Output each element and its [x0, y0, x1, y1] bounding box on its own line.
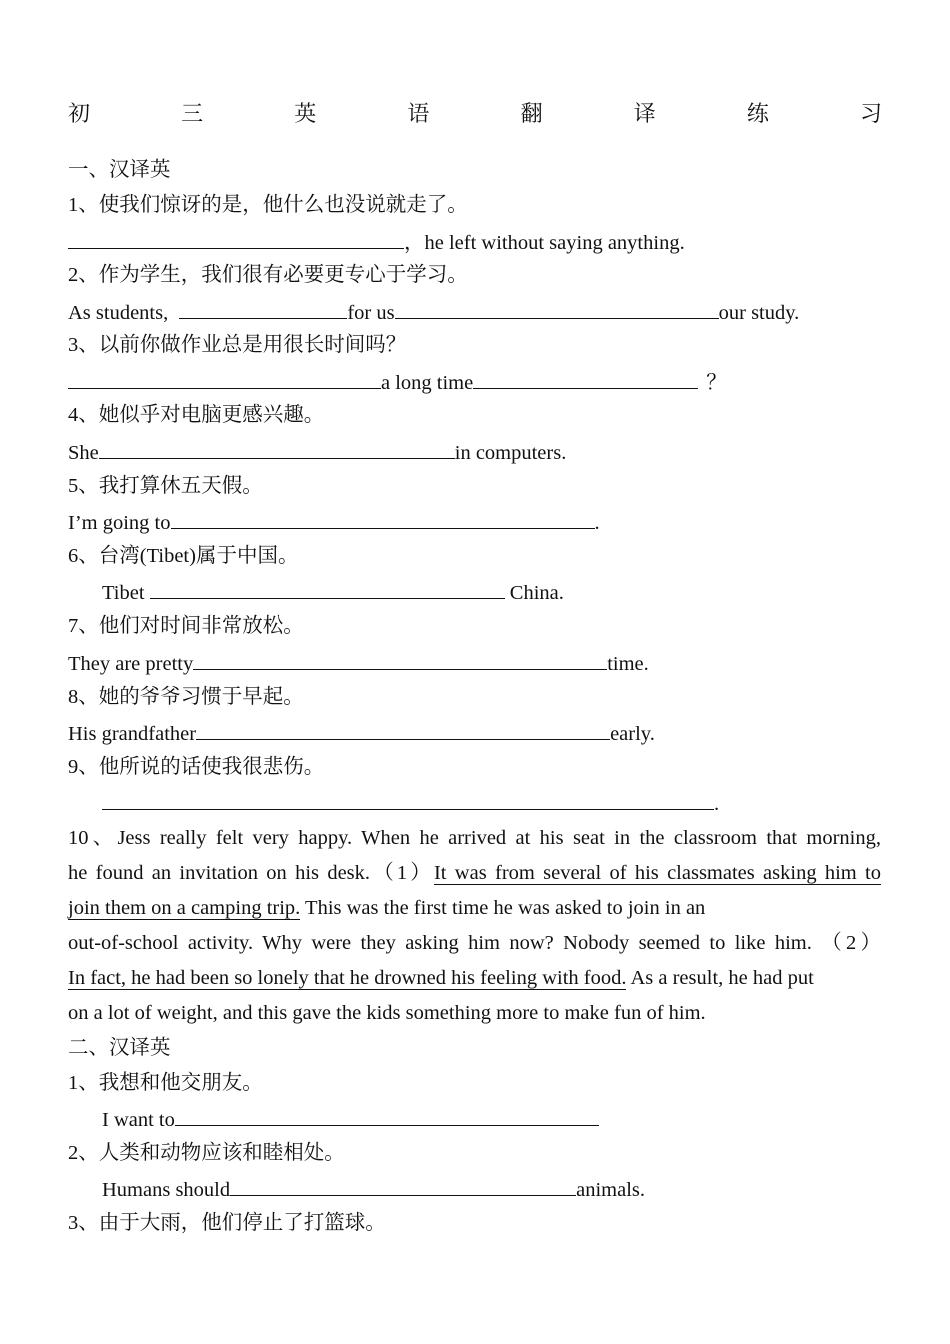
passage-line — [68, 964, 814, 992]
title-char: 习 — [859, 101, 882, 126]
q5-answer-line — [68, 507, 600, 535]
q1-answer-line — [68, 227, 685, 255]
q2-text-c: our study. — [718, 302, 800, 324]
answer-blank[interactable] — [150, 577, 505, 599]
underlined-sentence-2: In fact, he had been so lonely that he drowned his feeling with food. — [68, 967, 627, 989]
underlined-sentence-1: It was from several of his classmates asking him to — [433, 862, 882, 884]
q2-prompt: 2、作为学生，我们很有必要更专心于学习。 — [68, 264, 468, 286]
q5-text-a: I’m going to — [68, 512, 171, 534]
s2-q2-answer-line — [102, 1174, 645, 1202]
title-char: 语 — [407, 101, 430, 126]
q7-text-a: They are pretty — [68, 653, 194, 675]
q6-answer-line — [102, 577, 564, 605]
passage-line: out-of-school activity. Why were they asking him now? Nobody seemed to like him. （2） — [68, 932, 881, 954]
s2-q1-prompt: 1、我想和他交朋友。 — [68, 1072, 263, 1094]
answer-blank[interactable] — [473, 367, 698, 389]
q8-answer-line — [68, 718, 655, 746]
q6-text-a: Tibet — [102, 582, 145, 604]
q7-prompt: 7、他们对时间非常放松。 — [68, 615, 304, 637]
passage-text: This was the first time he was asked to join in an — [300, 897, 706, 919]
answer-blank[interactable] — [395, 297, 719, 319]
q3-text-b: ？ — [706, 372, 727, 394]
section2-heading: 二、汉译英 — [68, 1037, 171, 1059]
title-char: 翻 — [520, 101, 543, 126]
s2-q1-text-a: I want to — [102, 1109, 175, 1131]
title-char: 英 — [294, 101, 317, 126]
answer-blank[interactable] — [99, 437, 455, 459]
s2-q2-prompt: 2、人类和动物应该和睦相处。 — [68, 1142, 345, 1164]
s2-q1-answer-line — [102, 1104, 599, 1132]
passage-text: As a result, he had put — [626, 967, 814, 989]
q2-text-a: As students, — [68, 302, 169, 324]
q8-text-b: early. — [610, 723, 655, 745]
q4-text-b: in computers. — [454, 442, 567, 464]
q9-answer-line — [102, 788, 719, 816]
title-char: 译 — [633, 101, 656, 126]
q1-prompt: 1、使我们惊讶的是，他什么也没说就走了。 — [68, 194, 468, 216]
q3-text-a: a long time — [381, 372, 474, 394]
section1-heading: 一、汉译英 — [68, 159, 171, 181]
q1-tail: ，he left without saying anything. — [404, 232, 685, 254]
q6-prompt: 6、台湾(Tibet)属于中国。 — [68, 545, 299, 567]
title-char: 初 — [68, 101, 91, 126]
answer-blank[interactable] — [193, 648, 607, 670]
q4-prompt: 4、她似乎对电脑更感兴趣。 — [68, 404, 325, 426]
q4-text-a: She — [68, 442, 99, 464]
q2-answer-line — [68, 297, 799, 325]
q5-text-b: . — [594, 512, 600, 534]
passage-line: on a lot of weight, and this gave the kids something more to make fun of him. — [68, 1002, 706, 1024]
answer-blank[interactable] — [175, 1104, 599, 1126]
answer-blank[interactable] — [68, 227, 404, 249]
s2-q2-text-a: Humans should — [102, 1179, 231, 1201]
q9-tail: . — [714, 793, 720, 815]
answer-blank[interactable] — [179, 297, 347, 319]
q4-answer-line — [68, 437, 566, 465]
q7-answer-line — [68, 648, 649, 676]
passage-line: 10、Jess really felt very happy. When he arrived at his seat in the classroom that morning, — [68, 827, 881, 849]
q3-answer-line — [68, 367, 727, 395]
q9-prompt: 9、他所说的话使我很悲伤。 — [68, 756, 325, 778]
q8-text-a: His grandfather — [68, 723, 197, 745]
passage-line — [68, 859, 881, 887]
title-char: 三 — [181, 101, 204, 126]
q7-text-b: time. — [607, 653, 649, 675]
title-char: 练 — [746, 101, 769, 126]
s2-q2-text-b: animals. — [576, 1179, 646, 1201]
q5-prompt: 5、我打算休五天假。 — [68, 475, 263, 497]
q2-text-b: for us — [347, 302, 395, 324]
passage-line — [68, 894, 705, 922]
q8-prompt: 8、她的爷爷习惯于早起。 — [68, 686, 304, 708]
answer-blank[interactable] — [196, 718, 610, 740]
q6-text-b: China. — [509, 582, 564, 604]
s2-q3-prompt: 3、由于大雨，他们停止了打篮球。 — [68, 1212, 386, 1234]
passage-text: he found an invitation on his desk.（1） — [68, 862, 434, 884]
page-title — [68, 97, 882, 128]
answer-blank[interactable] — [230, 1174, 576, 1196]
q3-prompt: 3、以前你做作业总是用很长时间吗？ — [68, 334, 407, 356]
answer-blank[interactable] — [171, 507, 595, 529]
answer-blank[interactable] — [102, 788, 714, 810]
underlined-sentence-1-cont: join them on a camping trip. — [68, 897, 301, 919]
answer-blank[interactable] — [68, 367, 381, 389]
